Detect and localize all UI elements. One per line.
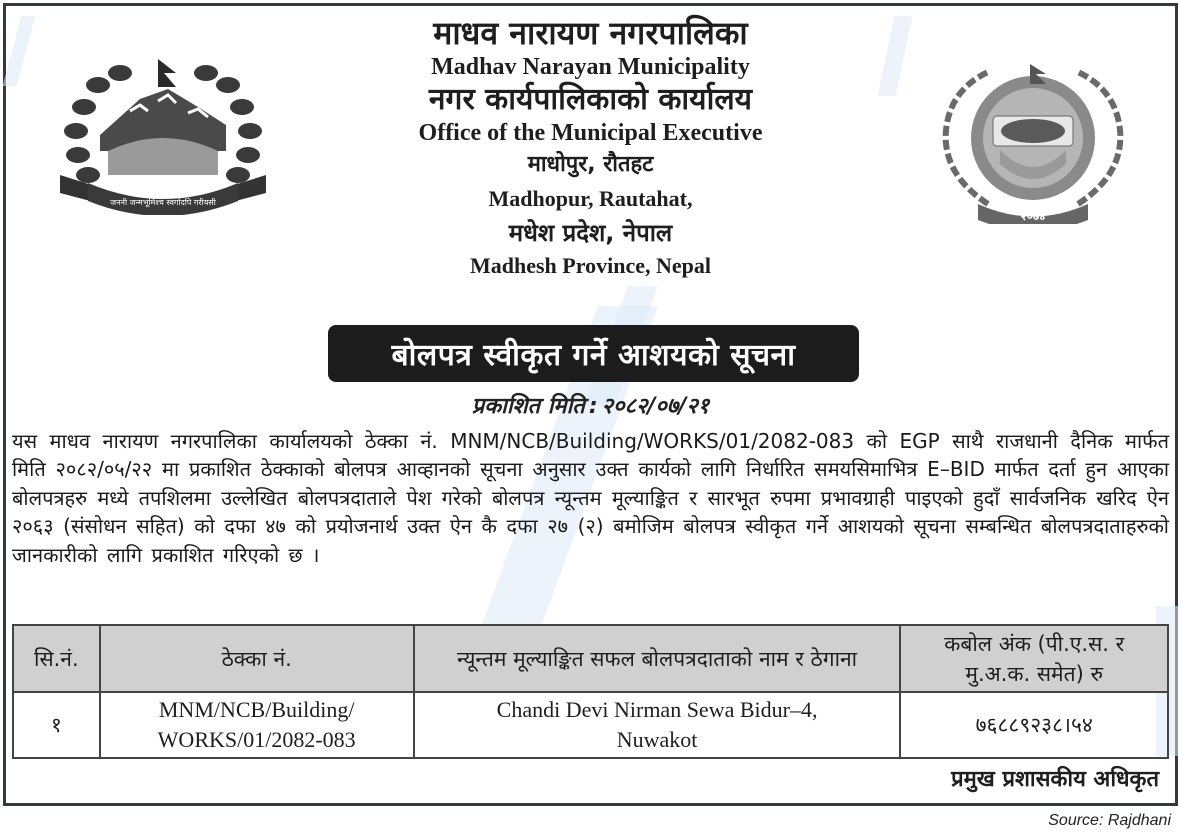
cell-contract-number bbox=[100, 692, 414, 758]
municipality-name-np: माधव नारायण नगरपालिका bbox=[433, 14, 748, 52]
address-np: माधोपुर, रौतहट bbox=[527, 152, 654, 177]
office-name-en: Office of the Municipal Executive bbox=[418, 120, 763, 146]
cell-bidder bbox=[414, 692, 901, 758]
signatory-title: प्रमुख प्रशासकीय अधिकृत bbox=[951, 767, 1159, 792]
contract-number-line-1: MNM/NCB/Building/ bbox=[158, 697, 355, 722]
bidder-line-1: Chandi Devi Nirman Sewa Bidur–4, bbox=[496, 697, 818, 722]
province-en: Madhesh Province, Nepal bbox=[470, 253, 711, 278]
contract-number-line-2: WORKS/01/2082-083 bbox=[157, 727, 356, 752]
header-bidder-name-address: न्यून्तम मूल्याङ्कित सफल बोलपत्रदाताको नाम र ठेगाना bbox=[414, 625, 901, 692]
award-table bbox=[12, 624, 1169, 759]
published-date: २०८२/०७/२१ bbox=[601, 394, 710, 419]
header-serial-number: सि.नं. bbox=[13, 625, 100, 692]
notice-body: यस माधव नारायण नगरपालिका कार्यालयको ठेक्का नं. MNM/NCB/Building/WORKS/01/2082-083 को EGP साथै राजधानी दैनिक मार्फत मिति २०८२/०५/२२ मा प्रकाशित ठेक्काको बोलपत्र आव्हानको सूचना अनुसार उक्त कार्यको लागि निर्धारित समयसिमाभित्र E–BID मार्फत दर्ता हुन आएका बोलपत्रहरु मध्ये तपशिलमा उल्लेखित बोलपत्रदाताले पेश गरेको बोलपत्र न्यून्तम मूल्याङ्कित र सारभूत रुपमा प्रभावग्राही पाइएको हुदाँ सार्वजनिक खरिद ऐन २०६३ (संसोधन सहित) को दफा ४७ को प्रयोजनार्थ उक्त ऐन कै दफा २७ (२) बमोजिम बोलपत्र स्वीकृत गर्ने आशयको सूचना सम्बन्धित बोलपत्रदाताहरुको जानकारीको लागि प्रकाशित गरिएको छ । bbox=[12, 429, 1169, 567]
svg-text:जननी जन्मभूमिश्च स्वर्गादपि गर: जननी जन्मभूमिश्च स्वर्गादपि गरीयसी bbox=[110, 198, 216, 207]
address-en: Madhopur, Rautahat, bbox=[488, 186, 693, 211]
cell-bid-amount: ७६८८९२३८।५४ bbox=[900, 692, 1168, 758]
cell-serial-number: १ bbox=[13, 692, 100, 758]
published-label: प्रकाशित मिति bbox=[471, 394, 585, 419]
notice-title-banner bbox=[328, 325, 859, 382]
header-bid-amount: कबोल अंक (पी.ए.स. र मु.अ.क. समेत) रु bbox=[900, 625, 1168, 692]
header-contract-number: ठेक्का नं. bbox=[100, 625, 414, 692]
publish-date-line: प्रकाशित मिति : २०८२/०७/२१ bbox=[471, 394, 710, 419]
svg-text:२०७४: २०७४ bbox=[1020, 209, 1046, 223]
office-name-np: नगर कार्यपालिकाको कार्यालय bbox=[428, 82, 753, 117]
letterhead bbox=[0, 0, 1181, 282]
bidder-line-2: Nuwakot bbox=[616, 727, 698, 752]
table-row bbox=[13, 692, 1168, 758]
municipality-name-en: Madhav Narayan Municipality bbox=[431, 54, 750, 80]
table-header-row bbox=[13, 625, 1168, 692]
notice-title: बोलपत्र स्वीकृत गर्ने आशयको सूचना bbox=[391, 338, 796, 373]
source-credit: Source: Rajdhani bbox=[1048, 812, 1171, 829]
province-np: मधेश प्रदेश, नेपाल bbox=[508, 219, 673, 247]
